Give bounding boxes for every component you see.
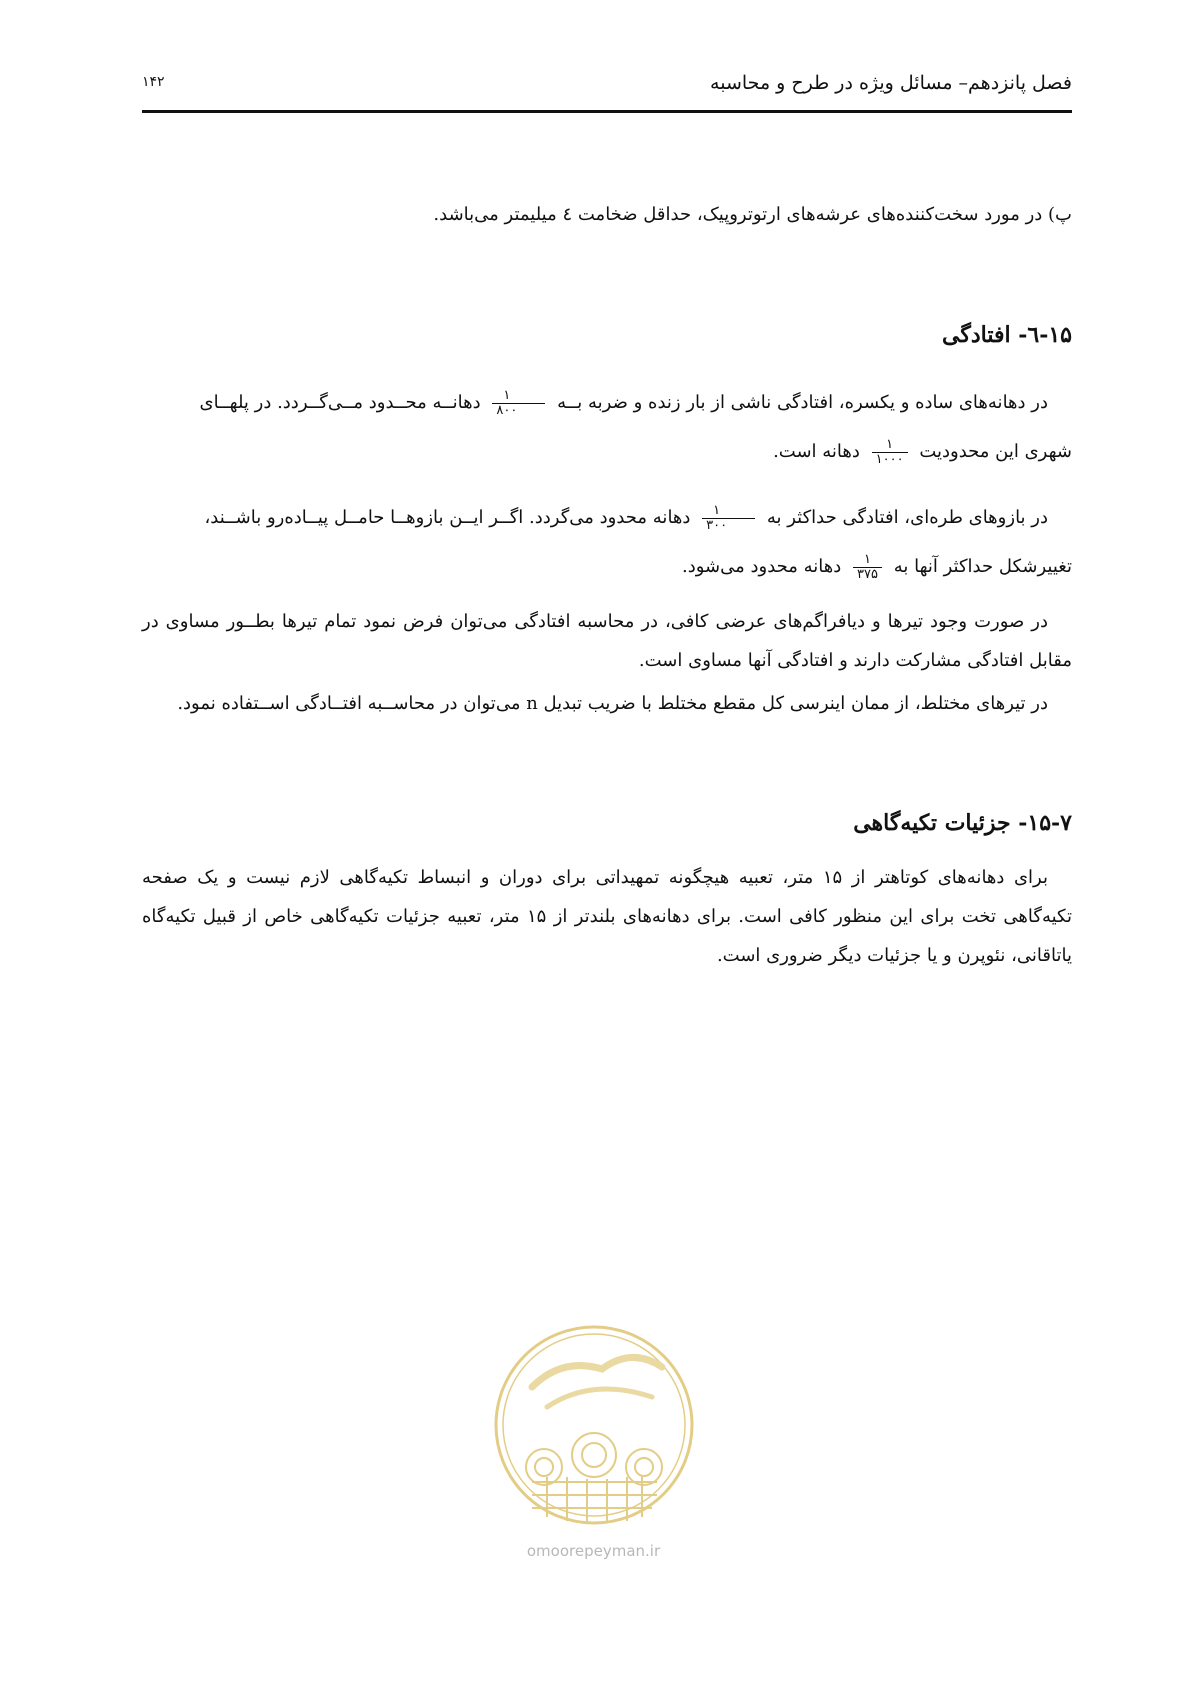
fraction-numerator: ۱ [872, 438, 908, 453]
fraction-1-375 [853, 553, 882, 582]
text-run: در دهانه‌های ساده و یکسره، افتادگی ناشی از بار زنده و ضربه بــه [557, 392, 1048, 413]
fraction-1-1000 [872, 438, 908, 467]
item-p-paragraph: پ) در مورد سخت‌کننده‌های عرشه‌های ارتوتروپیک، حداقل ضخامت ٤ میلیمتر می‌باشد. [433, 204, 1072, 225]
deflection-paragraph-2 [142, 493, 1072, 591]
fraction-1-300 [702, 504, 755, 533]
fraction-denominator: ۳۰۰ [706, 517, 728, 533]
text-run: در بازوهای طره‌ای، افتادگی حداکثر به [766, 507, 1048, 528]
text-run: دهانه محدود می‌شود. [682, 556, 842, 577]
text-run: دهانه است. [773, 441, 860, 462]
fraction-denominator: ۳۷۵ [857, 566, 878, 582]
page-number: ۱۴۲ [142, 74, 165, 90]
text-run: دهانــه محــدود مــی‌گــردد. در پلهــای [199, 392, 481, 413]
text-run: دهانه محدود می‌گردد. اگــر ایــن بازوهــا حامــل پیــاده‌رو باشــند، [204, 507, 691, 528]
fraction-numerator: ۱ [853, 553, 882, 568]
text-run: شهری این محدودیت [919, 441, 1072, 462]
deflection-paragraph-4: در تیرهای مختلط، از ممان اینرسی کل مقطع مختلط با ضریب تبدیل n می‌توان در محاســبه افتــادگی اســتفاده نمود. [177, 693, 1048, 714]
fraction-denominator: ۸۰۰ [496, 402, 518, 418]
chapter-title: فصل پانزدهم– مسائل ویژه در طرح و محاسبه [710, 72, 1072, 94]
page-header [142, 68, 1072, 113]
bearing-paragraph-1: برای دهانه‌های کوتاهتر از ۱۵ متر، تعبیه هیچگونه تمهیداتی برای دوران و انبساط تکیه‌گاهی لازم نیست و یک صفحه تکیه‌گاهی تخت برای این منظور کافی است. برای دهانه‌های بلندتر از ۱۵ متر، تعبیه جزئیات تکیه‌گاهی خاص از قبیل تکیه‌گاه یاتاقانی، نئوپرن و یا جزئیات دیگر ضروری است. [142, 867, 1072, 966]
section-heading-bearing-details: ۱۵-۷- جزئیات تکیه‌گاهی [853, 810, 1072, 836]
fraction-denominator: ۱۰۰۰ [875, 451, 904, 467]
fraction-numerator: ۱ [492, 389, 545, 404]
watermark-url: omoorepeyman.ir [526, 1542, 661, 1560]
section-heading-deflection: ۱۵-٦- افتادگی [942, 322, 1072, 348]
text-run: تغییرشکل حداکثر آنها به [893, 556, 1072, 577]
deflection-paragraph-1 [142, 378, 1072, 476]
fraction-1-800 [492, 389, 545, 418]
watermark-logo [492, 1317, 697, 1537]
fraction-numerator: ۱ [702, 504, 755, 519]
deflection-paragraph-3: در صورت وجود تیرها و دیافراگم‌های عرضی کافی، در محاسبه افتادگی می‌توان فرض نمود تمام تیرها بطــور مساوی در مقابل افتادگی مشارکت دارند و افتادگی آنها مساوی است. [142, 611, 1072, 671]
